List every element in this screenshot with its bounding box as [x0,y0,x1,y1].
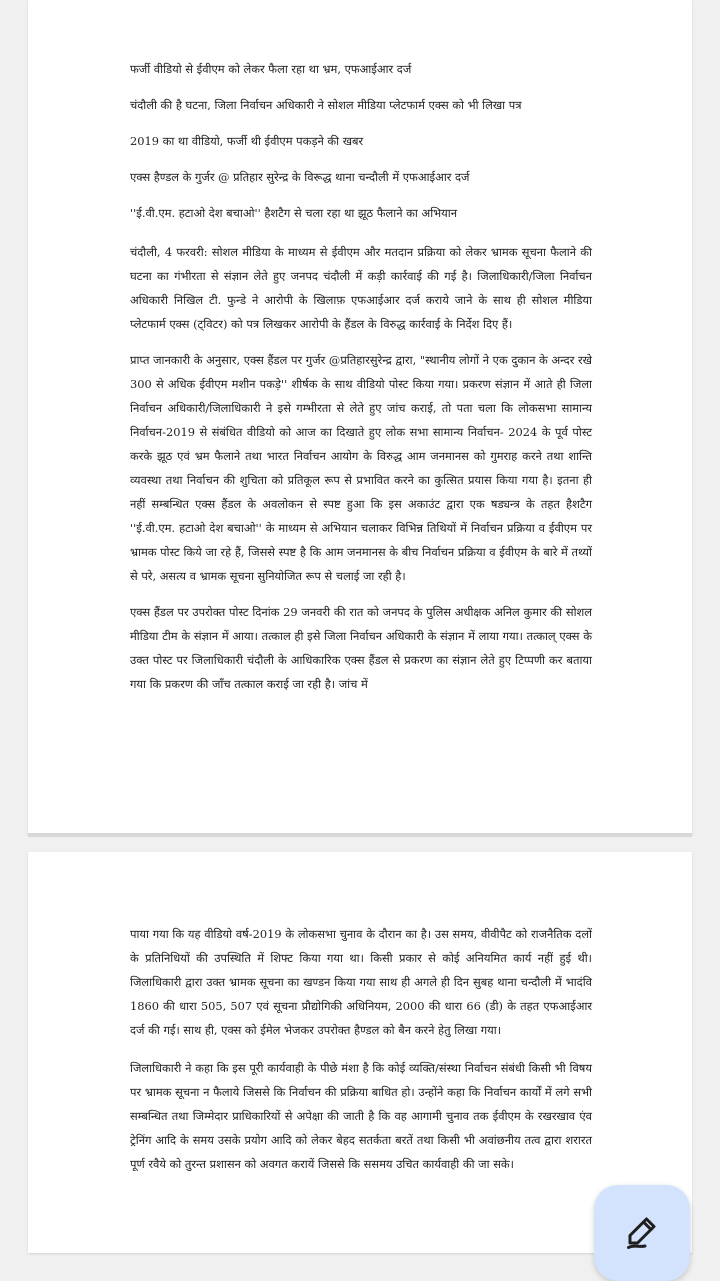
paragraph-1: चंदौली, 4 फरवरी: सोशल मीडिया के माध्यम से ईवीएम और मतदान प्रक्रिया को लेकर भ्रामक सूचना फैलाने की घटना का गंभीरता से संज्ञान लेते हुए जनपद चंदौली में कड़ी कार्रवाई की गई है। जिलाधिकारी/जिला निर्वाचन अधिकारी निखिल टी. फुन्डे ने आरोपी के खिलाफ़ एफआईआर दर्ज कराये जाने के साथ ही सोशल मीडिया प्लेटफार्म एक्स (ट्विटर) को पत्र लिखकर आरोपी के हैंडल के विरुद्ध कार्रवाई के निर्देश दिए हैं। [130,245,592,331]
headline-4: एक्स हैण्डल के गुर्जर @ प्रतिहार सुरेन्द्र के विरूद्ध थाना चन्दौली में एफआईआर दर्ज [130,170,470,184]
paragraph-3: एक्स हैंडल पर उपरोक्त पोस्ट दिनांक 29 जनवरी की रात को जनपद के पुलिस अधीक्षक अनिल कुमार की सोशल मीडिया टीम के संज्ञान में आया। तत्काल ही इसे जिला निर्वाचन अधिकारी के संज्ञान में लाया गया। तत्काल् एक्स के उक्त पोस्ट पर जिलाधिकारी चंदौली के आधिकारिक एक्स हैंडल से प्रकरण का संज्ञान लेते हुए टिप्पणी कर बताया गया कि प्रकरण की जाँच तत्काल कराई जा रही है। जांच में [130,605,592,691]
paragraph-2: प्राप्त जानकारी के अनुसार, एक्स हैंडल पर गुर्जर @प्रतिहारसुरेन्द्र द्वारा, "स्थानीय लोगों ने एक दुकान के अन्दर रखे 300 से अधिक ईवीएम मशीन पकड़े'' शीर्षक के साथ वीडियो पोस्ट किया गया। प्रकरण संज्ञान में आते ही जिला निर्वाचन अधिकारी/जिलाधिकारी ने इसे गम्भीरता से लेते हुए जांच कराई, तो पता चला कि लोकसभा सामान्य निर्वाचन-2019 से संबंधित वीडियो को आज का दिखाते हुए लोक सभा सामान्य निर्वाचन- 2024 के पूर्व पोस्ट करके झूठ एवं भ्रम फैलाने तथा भारत निर्वाचन आयोग के विरुद्ध आम जनमानस को गुमराह करने तथा शान्ति व्यवस्था तथा निर्वाचन की शुचिता को प्रतिकूल रूप से प्रभावित करने का कुत्सित प्रयास किया गया है। इतना ही नहीं सम्बन्धित एक्स हैंडल के अवलोकन से स्पष्ट हुआ कि इस अकाउंट द्वारा एक षड्यन्त्र के तहत हैशटैग ''ई.वी.एम. हटाओ देश बचाओ'' के माध्यम से अभियान चलाकर विभिन्न तिथियों में निर्वाचन प्रक्रिया व ईवीएम पर भ्रामक पोस्ट किये जा रहे हैं, जिससे स्पष्ट है कि आम जनमानस के बीच निर्वाचन प्रक्रिया व ईवीएम के बारे में तथ्यों से परे, असत्य व भ्रामक सूचना सुनियोजित रूप से चलाई जा रही है। [130,353,592,583]
document-page-2 [28,852,692,1253]
headline-3: 2019 का था वीडियो, फर्जी थी ईवीएम पकड़ने की खबर [130,134,364,148]
headline-1: फर्जी वीडियो से ईवीएम को लेकर फैला रहा था भ्रम, एफआईआर दर्ज [130,62,412,76]
edit-fab-button[interactable] [594,1185,690,1281]
page-separator [28,833,692,837]
headline-2: चंदौली की है घटना, जिला निर्वाचन अधिकारी ने सोशल मीडिया प्लेटफार्म एक्स को भी लिखा पत्र [130,98,522,112]
headline-5: ''ई.वी.एम. हटाओ देश बचाओ'' हैशटैग से चला रहा था झूठ फैलाने का अभियान [130,206,458,220]
edit-pen-icon [624,1213,660,1249]
paragraph-4: पाया गया कि यह वीडियो वर्ष-2019 के लोकसभा चुनाव के दौरान का है। उस समय, वीवीपैट को राजनैतिक दलों के प्रतिनिधियों की उपस्थिति में शिफ्ट किया गया था। किसी प्रकार से कोई अनियमित कार्य नहीं हुई थी। जिलाधिकारी द्वारा उक्त भ्रामक सूचना का खण्डन किया गया साथ ही अगले ही दिन सुबह थाना चन्दौली में भादंवि 1860 की धारा 505, 507 एवं सूचना प्रौद्योगिकी अधिनियम, 2000 की धारा 66 (डी) के तहत एफआईआर दर्ज की गई। साथ ही, एक्स को ईमेल भेजकर उपरोक्त हैण्डल को बैन करने हेतु लिखा गया। [130,927,592,1037]
document-page-1 [28,0,692,835]
paragraph-5: जिलाधिकारी ने कहा कि इस पूरी कार्यवाही के पीछे मंशा है कि कोई व्यक्ति/संस्था निर्वाचन संबंधी किसी भी विषय पर भ्रामक सूचना न फैलाये जिससे कि निर्वाचन की प्रक्रिया बाधित हो। उन्होंने कहा कि निर्वाचन कार्यों में लगे सभी सम्बन्धित तथा जिम्मेदार प्राधिकारियों से अपेक्षा की जाती है कि वह आगामी चुनाव तक ईवीएम के रखरखाव एंव ट्रेनिंग आदि के समय उसके प्रयोग आदि को लेकर बेहद सतर्कता बरतें तथा किसी भी अवांछनीय तत्व द्वारा शरारत पूर्ण रवैये को तुरन्त प्रशासन को अवगत करायें जिससे कि ससमय उचित कार्यवाही की जा सके। [130,1061,592,1171]
